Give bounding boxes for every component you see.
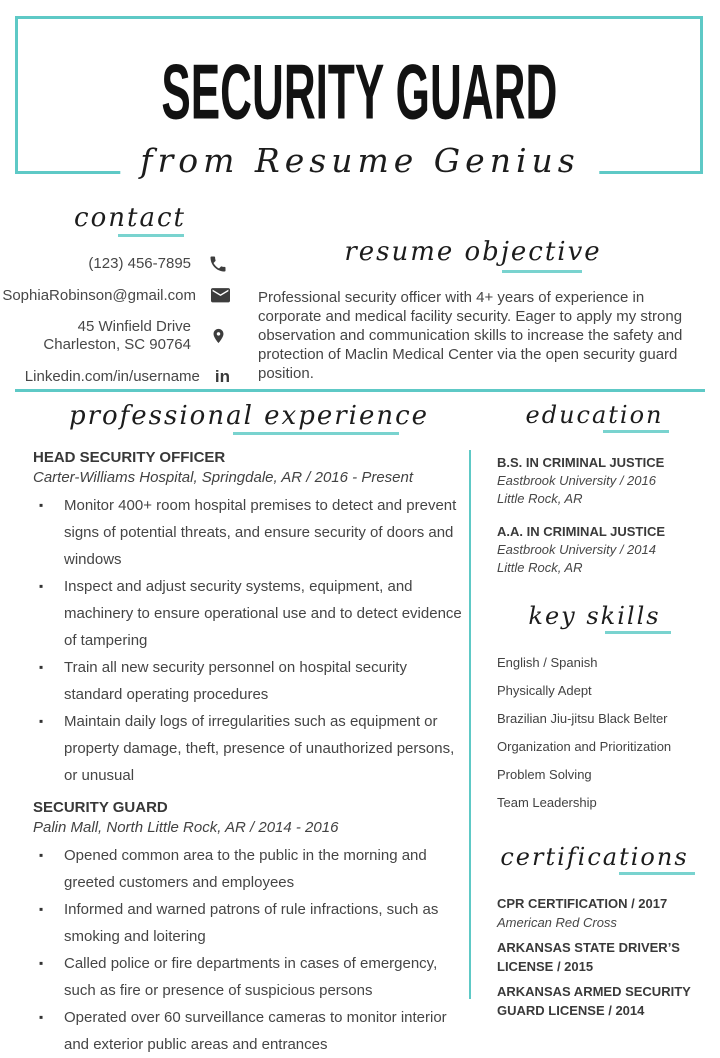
address-line2: Charleston, SC 90764 (43, 336, 191, 353)
skills-heading (497, 602, 692, 634)
school: Eastbrook University / 2014 (497, 542, 656, 557)
column-divider (469, 450, 471, 999)
education-item (497, 523, 692, 577)
certifications-heading-underline (619, 872, 695, 875)
job-bullet: ▪ Informed and warned patrons of rule infractions, such as smoking and loitering (33, 896, 465, 950)
education-heading-text: education (525, 401, 664, 429)
job-entry (33, 448, 465, 789)
horizontal-divider (15, 389, 705, 392)
skill-item: Physically Adept (497, 683, 592, 698)
job-meta: Carter-Williams Hospital, Springdale, AR / 2016 - Present (33, 469, 414, 486)
job-entry (33, 798, 465, 1058)
certifications-heading (497, 843, 692, 875)
experience-section (33, 401, 465, 1058)
job-bullet: ▪ Opened common area to the public in the morning and greeted customers and employees (33, 842, 465, 896)
experience-heading (33, 401, 465, 435)
job-meta: Palin Mall, North Little Rock, AR / 2014 - 2016 (33, 819, 339, 836)
job-bullet: ▪ Maintain daily logs of irregularities such as equipment or property damage, theft, presence of unauthorized persons, or unusual (33, 708, 465, 789)
job-bullet: ▪ Monitor 400+ room hospital premises to detect and prevent signs of potential threats, and ensure security of doors and windows (33, 492, 465, 573)
experience-heading-text: professional experience (68, 401, 430, 431)
contact-heading-text: contact (74, 203, 186, 233)
certifications-list (497, 894, 692, 1020)
skill-item: English / Spanish (497, 655, 598, 670)
contact-heading (30, 203, 230, 237)
envelope-icon (211, 288, 230, 304)
education-heading (497, 401, 692, 433)
certification-item (497, 894, 692, 932)
contact-heading-underline (118, 234, 184, 237)
certification-title: ARKANSAS STATE DRIVER’S LICENSE / 2015 (497, 940, 680, 974)
email-address: SophiaRobinson@gmail.com (2, 287, 196, 304)
objective-text: Professional security officer with 4+ years of experience in corporate and medical facility security. Eager to apply my strong observation and communication skills to increase the safety and protection of Maclin Medical Center via the open security guard position. (258, 289, 683, 382)
certification-issuer: American Red Cross (497, 915, 617, 930)
certifications-heading-text: certifications (500, 843, 689, 871)
certification-item (497, 982, 692, 1020)
objective-section (258, 237, 688, 383)
page-title: SECURITY GUARD (161, 48, 557, 136)
skill-item: Problem Solving (497, 767, 592, 782)
school-location: Little Rock, AR (497, 560, 583, 575)
skills-heading-text: key skills (528, 602, 661, 630)
certification-item (497, 938, 692, 976)
certification-title: CPR CERTIFICATION / 2017 (497, 896, 668, 911)
job-bullet: ▪ Operated over 60 surveillance cameras to monitor interior and exterior public areas and entrances (33, 1004, 465, 1058)
address (30, 318, 191, 354)
school-location: Little Rock, AR (497, 491, 583, 506)
phone-number: (123) 456-7895 (88, 255, 191, 272)
objective-heading-underline (502, 270, 582, 273)
skills-heading-underline (605, 631, 671, 634)
education-item (497, 454, 692, 508)
location-icon (206, 324, 230, 348)
job-bullet: ▪ Called police or fire departments in cases of emergency, such as fire or presence of suspicious persons (33, 950, 465, 1004)
job-title: SECURITY GUARD (33, 799, 168, 816)
skill-item: Organization and Prioritization (497, 739, 672, 754)
experience-heading-underline (233, 432, 399, 435)
address-line1: 45 Winfield Drive (77, 318, 191, 335)
skills-list (497, 649, 692, 817)
contact-row-address (30, 318, 230, 354)
education-heading-underline (603, 430, 669, 433)
job-bullet-list (33, 842, 465, 1058)
objective-heading (258, 237, 688, 273)
job-bullet: ▪ Inspect and adjust security systems, equipment, and machinery to ensure operational use and to detect evidence of tampering (33, 573, 465, 654)
skill-item: Brazilian Jiu-jitsu Black Belter (497, 711, 668, 726)
education-list (497, 454, 692, 577)
linkedin-icon: in (214, 367, 230, 386)
job-bullet-list (33, 492, 465, 789)
skill-item: Team Leadership (497, 795, 597, 810)
contact-row-linkedin (24, 367, 230, 387)
objective-heading-text: resume objective (344, 237, 602, 267)
contact-row-email (2, 287, 230, 305)
linkedin-handle: Linkedin.com/in/username (24, 368, 200, 385)
job-bullet: ▪ Train all new security personnel on hospital security standard operating procedures (33, 654, 465, 708)
certification-title: ARKANSAS ARMED SECURITY GUARD LICENSE / 2014 (497, 984, 691, 1018)
sidebar (480, 401, 692, 1026)
job-title: HEAD SECURITY OFFICER (33, 449, 226, 466)
contact-section (2, 203, 230, 400)
degree: A.A. IN CRIMINAL JUSTICE (497, 524, 666, 539)
phone-icon (206, 254, 230, 274)
header-tagline: from Resume Genius (120, 141, 599, 180)
degree: B.S. IN CRIMINAL JUSTICE (497, 455, 665, 470)
contact-list (2, 254, 230, 387)
school: Eastbrook University / 2016 (497, 473, 656, 488)
contact-row-phone (30, 254, 230, 274)
